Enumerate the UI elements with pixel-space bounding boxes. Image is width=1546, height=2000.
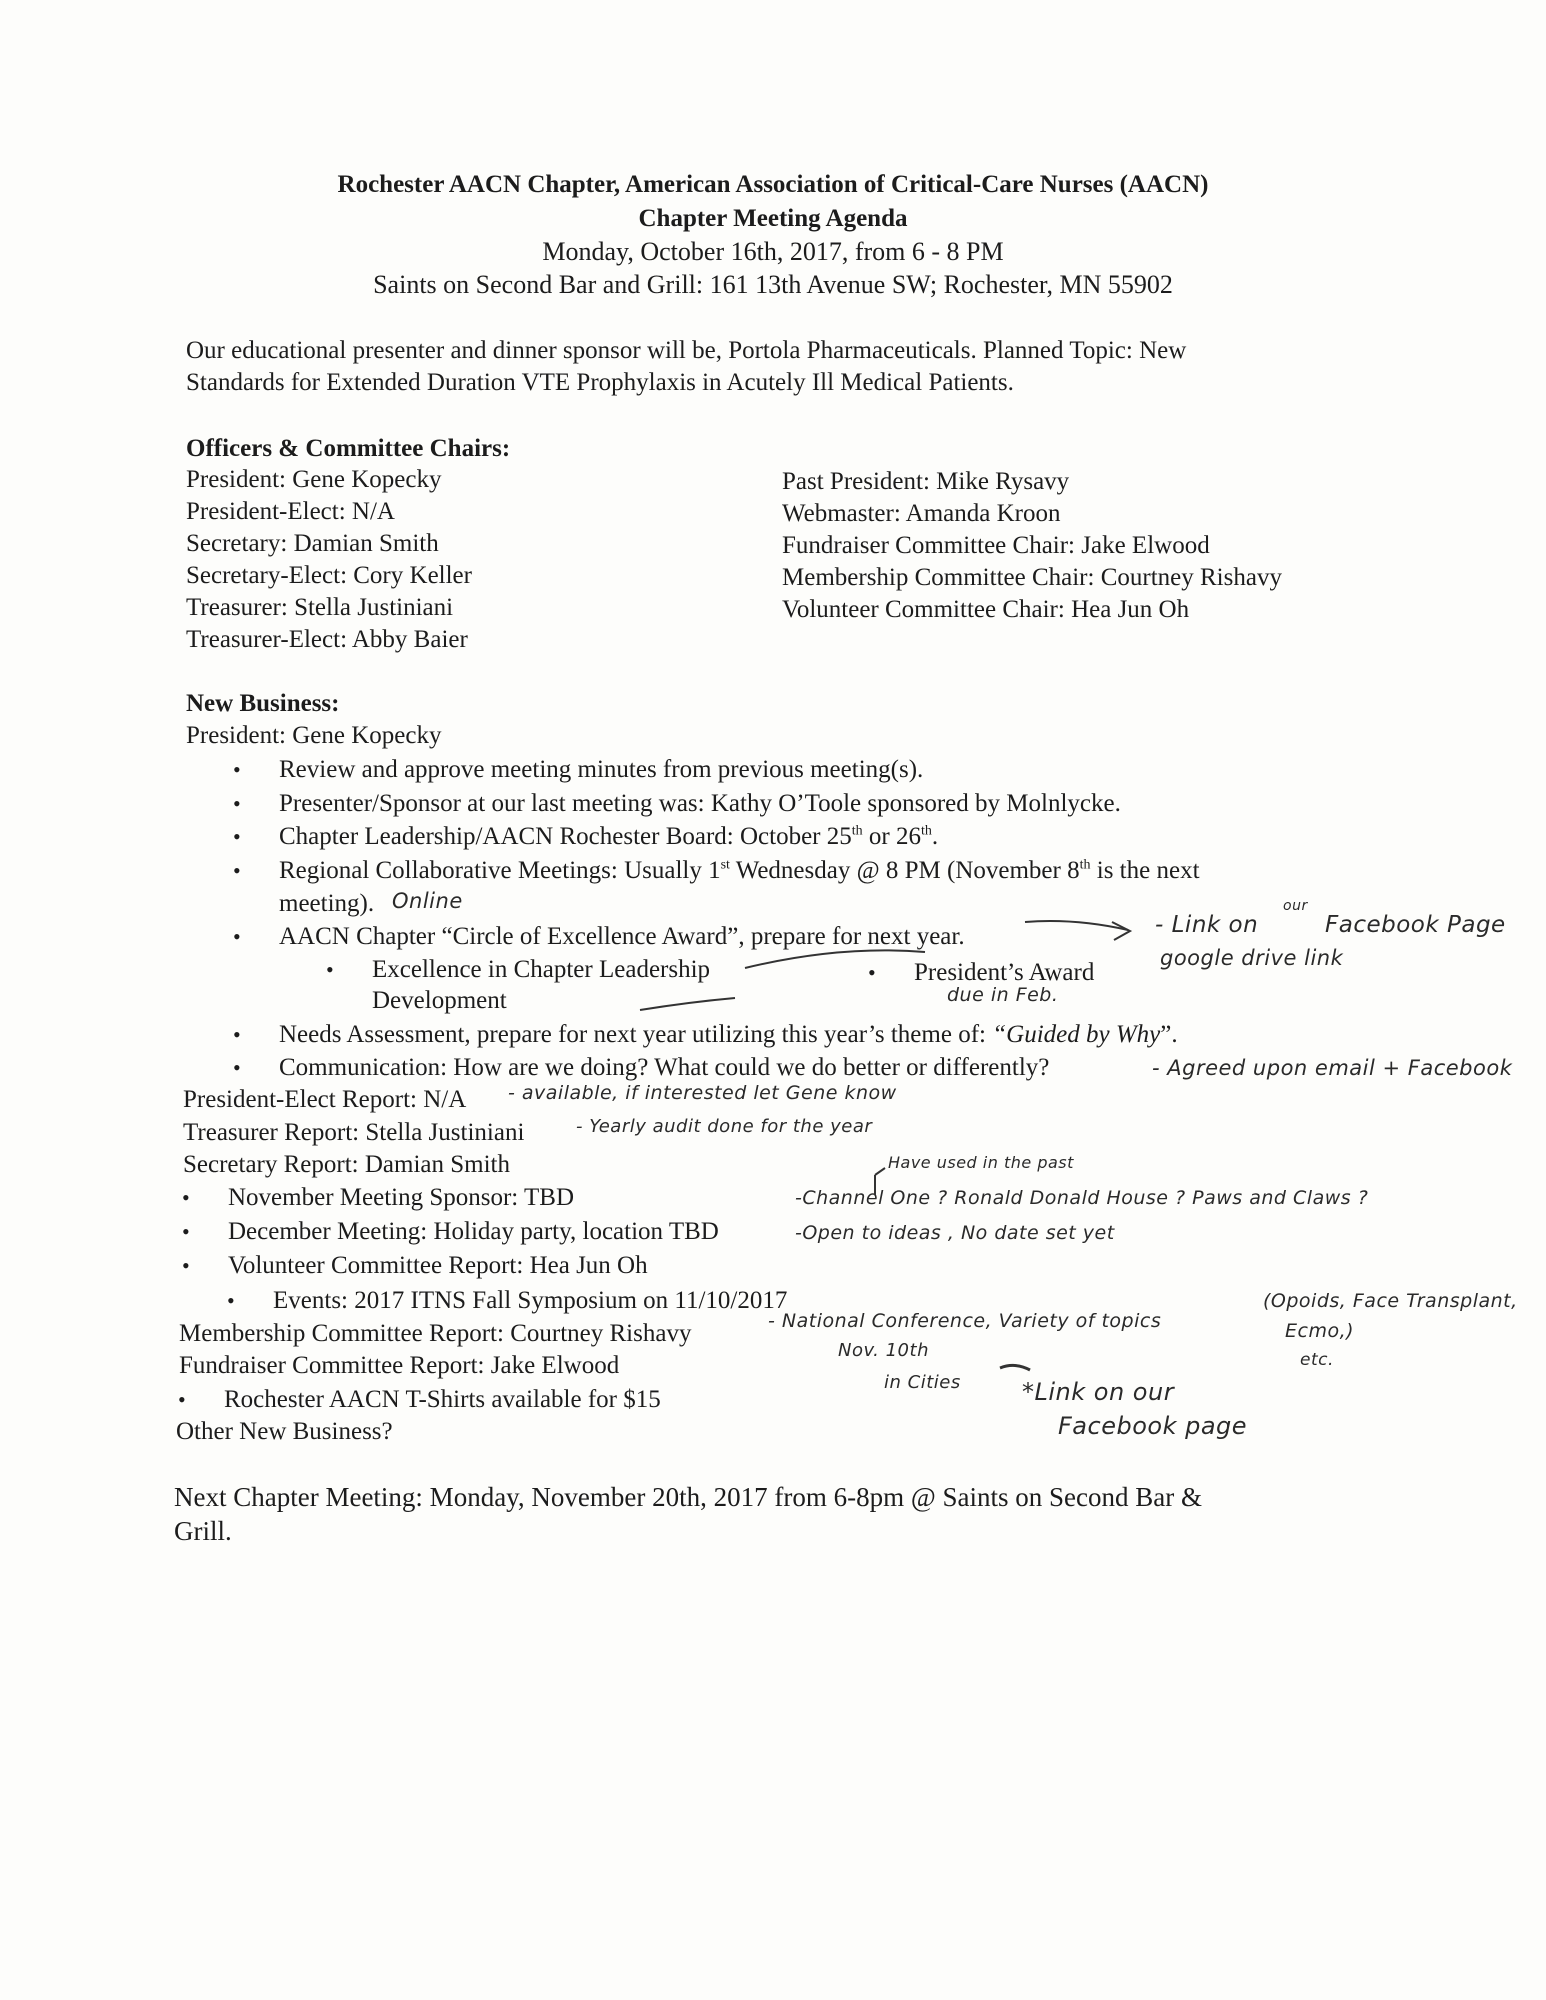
list-item: • Communication: How are we doing? What could we do better or differently? bbox=[279, 1053, 1049, 1083]
officer-left: President: Gene Kopecky bbox=[186, 466, 442, 493]
org-title: Rochester AACN Chapter, American Association of Critical-Care Nurses (AACN) bbox=[337, 171, 1209, 198]
handwritten-star-link: *Link on our bbox=[1022, 1378, 1175, 1406]
next-meeting-line-2: Grill. bbox=[174, 1516, 232, 1546]
report-fundraiser: Fundraiser Committee Report: Jake Elwood bbox=[179, 1352, 620, 1379]
sub-list-item: • Events: 2017 ITNS Fall Symposium on 11/10/2017 bbox=[273, 1286, 787, 1316]
handwritten-facebook-page: Facebook Page bbox=[1325, 912, 1506, 938]
handwritten-national-conf: - National Conference, Variety of topics bbox=[768, 1310, 1162, 1332]
officer-left: President-Elect: N/A bbox=[186, 498, 395, 525]
handwritten-cities: in Cities bbox=[884, 1372, 961, 1393]
page-title: Chapter Meeting Agenda bbox=[638, 205, 908, 232]
report-pres-elect: President-Elect Report: N/A bbox=[183, 1086, 467, 1113]
list-item: • December Meeting: Holiday party, location TBD bbox=[228, 1217, 719, 1247]
sub-list-item: • President’s Award bbox=[914, 958, 1094, 988]
meeting-location: Saints on Second Bar and Grill: 161 13th Avenue SW; Rochester, MN 55902 bbox=[373, 270, 1173, 299]
handwritten-facebook-page-2: Facebook page bbox=[1058, 1412, 1248, 1440]
sub-list-item-continuation: Development bbox=[372, 987, 507, 1014]
other-new-business: Other New Business? bbox=[176, 1418, 393, 1445]
handwritten-topics: (Opoids, Face Transplant, bbox=[1263, 1290, 1518, 1312]
new-business-president: President: Gene Kopecky bbox=[186, 722, 442, 749]
handwritten-used-past: Have used in the past bbox=[888, 1153, 1074, 1172]
officer-left: Secretary: Damian Smith bbox=[186, 530, 439, 557]
handwritten-pres-elect-note: - available, if interested let Gene know bbox=[508, 1082, 897, 1104]
handwritten-due-feb: due in Feb. bbox=[947, 984, 1059, 1006]
handwritten-nov10: Nov. 10th bbox=[838, 1340, 929, 1361]
officer-right: Webmaster: Amanda Kroon bbox=[782, 500, 1061, 527]
list-item: • Rochester AACN T-Shirts available for $15 bbox=[224, 1385, 661, 1415]
new-business-heading: New Business: bbox=[186, 690, 340, 717]
handwritten-agreed: - Agreed upon email + Facebook bbox=[1152, 1056, 1513, 1080]
handwritten-link-facebook: - Link on bbox=[1155, 912, 1259, 938]
list-item: • AACN Chapter “Circle of Excellence Award”, prepare for next year. bbox=[279, 922, 965, 952]
sub-list-item: • Excellence in Chapter Leadership bbox=[372, 955, 710, 985]
handwritten-treasurer-note: - Yearly audit done for the year bbox=[576, 1116, 873, 1137]
intro-line-1: Our educational presenter and dinner sponsor will be, Portola Pharmaceuticals. Planned Topic: New bbox=[186, 337, 1187, 364]
list-item: • Review and approve meeting minutes from previous meeting(s). bbox=[279, 755, 923, 785]
officer-right: Fundraiser Committee Chair: Jake Elwood bbox=[782, 532, 1210, 559]
officers-heading: Officers & Committee Chairs: bbox=[186, 435, 511, 462]
report-treasurer: Treasurer Report: Stella Justiniani bbox=[183, 1119, 525, 1146]
meeting-date: Monday, October 16th, 2017, from 6 - 8 PM bbox=[542, 237, 1004, 266]
list-item: • Volunteer Committee Report: Hea Jun Oh bbox=[228, 1251, 648, 1281]
next-meeting-line-1: Next Chapter Meeting: Monday, November 20th, 2017 from 6-8pm @ Saints on Second Bar & bbox=[174, 1482, 1202, 1512]
report-secretary: Secretary Report: Damian Smith bbox=[183, 1151, 511, 1178]
handwritten-channel-one: -Channel One ? Ronald Donald House ? Paws and Claws ? bbox=[795, 1187, 1369, 1209]
list-item: • Needs Assessment, prepare for next year utilizing this year’s theme of: “Guided by Why”. bbox=[279, 1020, 1178, 1050]
officer-right: Past President: Mike Rysavy bbox=[782, 468, 1070, 495]
officer-right: Membership Committee Chair: Courtney Rishavy bbox=[782, 564, 1282, 591]
officer-left: Treasurer-Elect: Abby Baier bbox=[186, 626, 468, 653]
officer-left: Secretary-Elect: Cory Keller bbox=[186, 562, 472, 589]
list-item: • Chapter Leadership/AACN Rochester Board: October 25th or 26th. bbox=[279, 822, 938, 852]
handwritten-ecmo: Ecmo,) bbox=[1285, 1320, 1355, 1342]
handwritten-drive-link: google drive link bbox=[1160, 946, 1344, 970]
handwritten-open-ideas: -Open to ideas , No date set yet bbox=[795, 1222, 1115, 1244]
list-item: • November Meeting Sponsor: TBD bbox=[228, 1183, 574, 1213]
list-item: • Regional Collaborative Meetings: Usually 1st Wednesday @ 8 PM (November 8th is the next bbox=[279, 856, 1200, 886]
report-membership: Membership Committee Report: Courtney Rishavy bbox=[179, 1320, 692, 1347]
handwritten-our: our bbox=[1283, 898, 1308, 914]
intro-line-2: Standards for Extended Duration VTE Prophylaxis in Acutely Ill Medical Patients. bbox=[186, 369, 1014, 396]
handwritten-etc: etc. bbox=[1300, 1350, 1334, 1370]
officer-left: Treasurer: Stella Justiniani bbox=[186, 594, 454, 621]
handwritten-online: Online bbox=[392, 889, 463, 913]
list-item: • Presenter/Sponsor at our last meeting was: Kathy O’Toole sponsored by Molnlycke. bbox=[279, 789, 1121, 819]
officer-right: Volunteer Committee Chair: Hea Jun Oh bbox=[782, 596, 1190, 623]
list-item-continuation: meeting). bbox=[279, 890, 375, 917]
